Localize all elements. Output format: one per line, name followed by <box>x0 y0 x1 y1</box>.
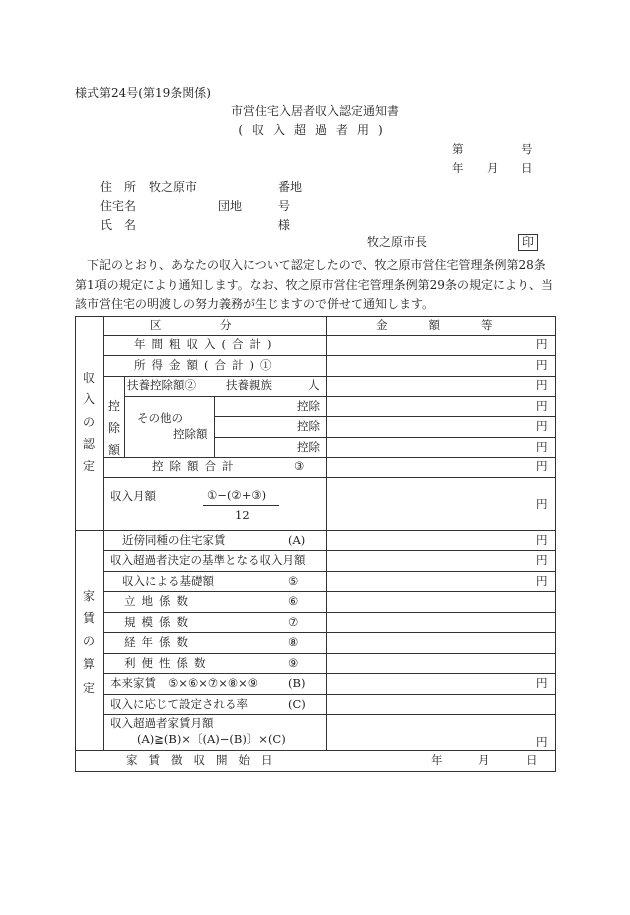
deduction-label-char: 額 <box>107 443 120 457</box>
name-suffix: 様 <box>278 218 291 232</box>
deduction-label-char: 除 <box>107 421 120 435</box>
section2-label-char: 算 <box>82 657 95 671</box>
deduction-label: 控除 <box>297 419 320 433</box>
mark-5: ⑤ <box>288 574 299 588</box>
yen-unit: 円 <box>536 533 548 547</box>
mark-c: (C) <box>288 697 306 711</box>
address-label: 住 所 <box>100 180 137 194</box>
formula-numerator: ①−(②+③) <box>207 488 267 502</box>
address-suffix: 番地 <box>278 180 303 194</box>
dependents-label: 扶養親族 <box>226 378 272 392</box>
deduction-label: 控除 <box>297 399 320 413</box>
yen-unit: 円 <box>536 553 548 567</box>
deduction-label: 控除 <box>297 440 320 454</box>
form-number: 様式第24号(第19条関係) <box>75 86 211 100</box>
section2-label-char: 賃 <box>82 611 95 625</box>
section1-label-char: の <box>82 415 95 429</box>
yen-unit: 円 <box>536 497 548 511</box>
persons-label: 人 <box>308 378 320 392</box>
document-title: 市営住宅入居者収入認定通知書 <box>230 104 399 118</box>
date-year: 年 <box>452 161 464 175</box>
yen-unit: 円 <box>536 574 548 588</box>
number-suffix: 号 <box>521 142 533 156</box>
yen-unit: 円 <box>536 419 548 433</box>
document-subtitle: (収入超過者用) <box>238 123 392 137</box>
scale-factor-label: 規模係数 <box>124 615 194 629</box>
section1-label-char: 収 <box>82 371 95 385</box>
number-prefix: 第 <box>452 142 464 156</box>
fraction-bar <box>203 505 279 506</box>
rate-label: 収入に応じて設定される率 <box>110 697 248 711</box>
yen-unit: 円 <box>536 378 548 392</box>
monthly-income-label: 収入月額 <box>110 489 156 503</box>
annual-income-label: 年間粗収入(合計) <box>134 337 278 351</box>
yen-unit: 円 <box>536 399 548 413</box>
yen-unit: 円 <box>536 337 548 351</box>
start-day: 日 <box>526 753 538 767</box>
section2-label-char: 家 <box>82 589 95 603</box>
threshold-label: 収入超過者決定の基準となる収入月額 <box>110 553 306 567</box>
base-rent-label: 本来家賃 <box>110 676 156 690</box>
dependent-deduction-label: 扶養控除額② <box>127 378 196 392</box>
housing-number: 号 <box>278 199 291 213</box>
location-factor-label: 立地係数 <box>124 594 194 608</box>
yen-unit: 円 <box>536 440 548 454</box>
housing-block: 団地 <box>218 199 243 213</box>
housing-label: 住宅名 <box>100 199 137 213</box>
other-deduction-label: 控除額 <box>173 427 208 441</box>
yen-unit: 円 <box>536 735 548 749</box>
base-rent-formula: ⑤×⑥×⑦×⑧×⑨ <box>168 676 259 690</box>
deduction-total-label: 控除額合計 <box>152 459 240 473</box>
base-amount-label: 収入による基礎額 <box>122 574 214 588</box>
formula-denominator: 12 <box>235 508 250 522</box>
monthly-rent-label: 収入超過者家賃月額 <box>110 716 214 730</box>
issuer-name: 牧之原市長 <box>367 235 428 249</box>
start-month: 月 <box>478 753 490 767</box>
section1-label-char: 認 <box>82 437 95 451</box>
yen-unit: 円 <box>536 358 548 372</box>
mark-6: ⑥ <box>288 594 299 608</box>
yen-unit: 円 <box>536 459 548 473</box>
section1-label-char: 定 <box>82 459 95 473</box>
mark-3: ③ <box>294 459 305 473</box>
section2-label-char: 定 <box>82 681 95 695</box>
date-day: 日 <box>521 161 533 175</box>
start-date-label: 家賃徴収開始日 <box>126 753 284 767</box>
mark-9: ⑨ <box>288 656 299 670</box>
address-value: 牧之原市 <box>149 180 198 194</box>
date-month: 月 <box>487 161 499 175</box>
income-amount-label: 所得金額(合計)① <box>134 358 278 372</box>
other-deduction-label: その他の <box>137 411 183 425</box>
name-label: 氏 名 <box>100 218 137 232</box>
convenience-factor-label: 利便性係数 <box>124 656 212 670</box>
notice-text: 下記のとおり、あなたの収入について認定したので、牧之原市営住宅管理条例第28条第1項の規定により通知します。なお、牧之原市営住宅管理条例第29条の規定により、当該市営住宅の明渡しの努力義務が生じますので併せて通知します。 <box>75 258 553 311</box>
section1-label-char: 入 <box>82 392 95 406</box>
deduction-label-char: 控 <box>107 399 120 413</box>
yen-unit: 円 <box>536 676 548 690</box>
col-category-header: 区 分 <box>150 318 238 332</box>
mark-a: (A) <box>288 533 306 547</box>
col-amount-header: 金 額 等 <box>376 318 499 332</box>
age-factor-label: 経年係数 <box>124 635 194 649</box>
mark-7: ⑦ <box>288 615 299 629</box>
section2-label-char: の <box>82 634 95 648</box>
mark-b: (B) <box>288 676 306 690</box>
mark-8: ⑧ <box>288 635 299 649</box>
nearby-rent-label: 近傍同種の住宅家賃 <box>122 533 226 547</box>
seal-mark: 印 <box>518 234 538 251</box>
monthly-rent-formula: (A)≧(B)×〔(A)−(B)〕×(C) <box>137 732 286 746</box>
start-year: 年 <box>431 753 443 767</box>
